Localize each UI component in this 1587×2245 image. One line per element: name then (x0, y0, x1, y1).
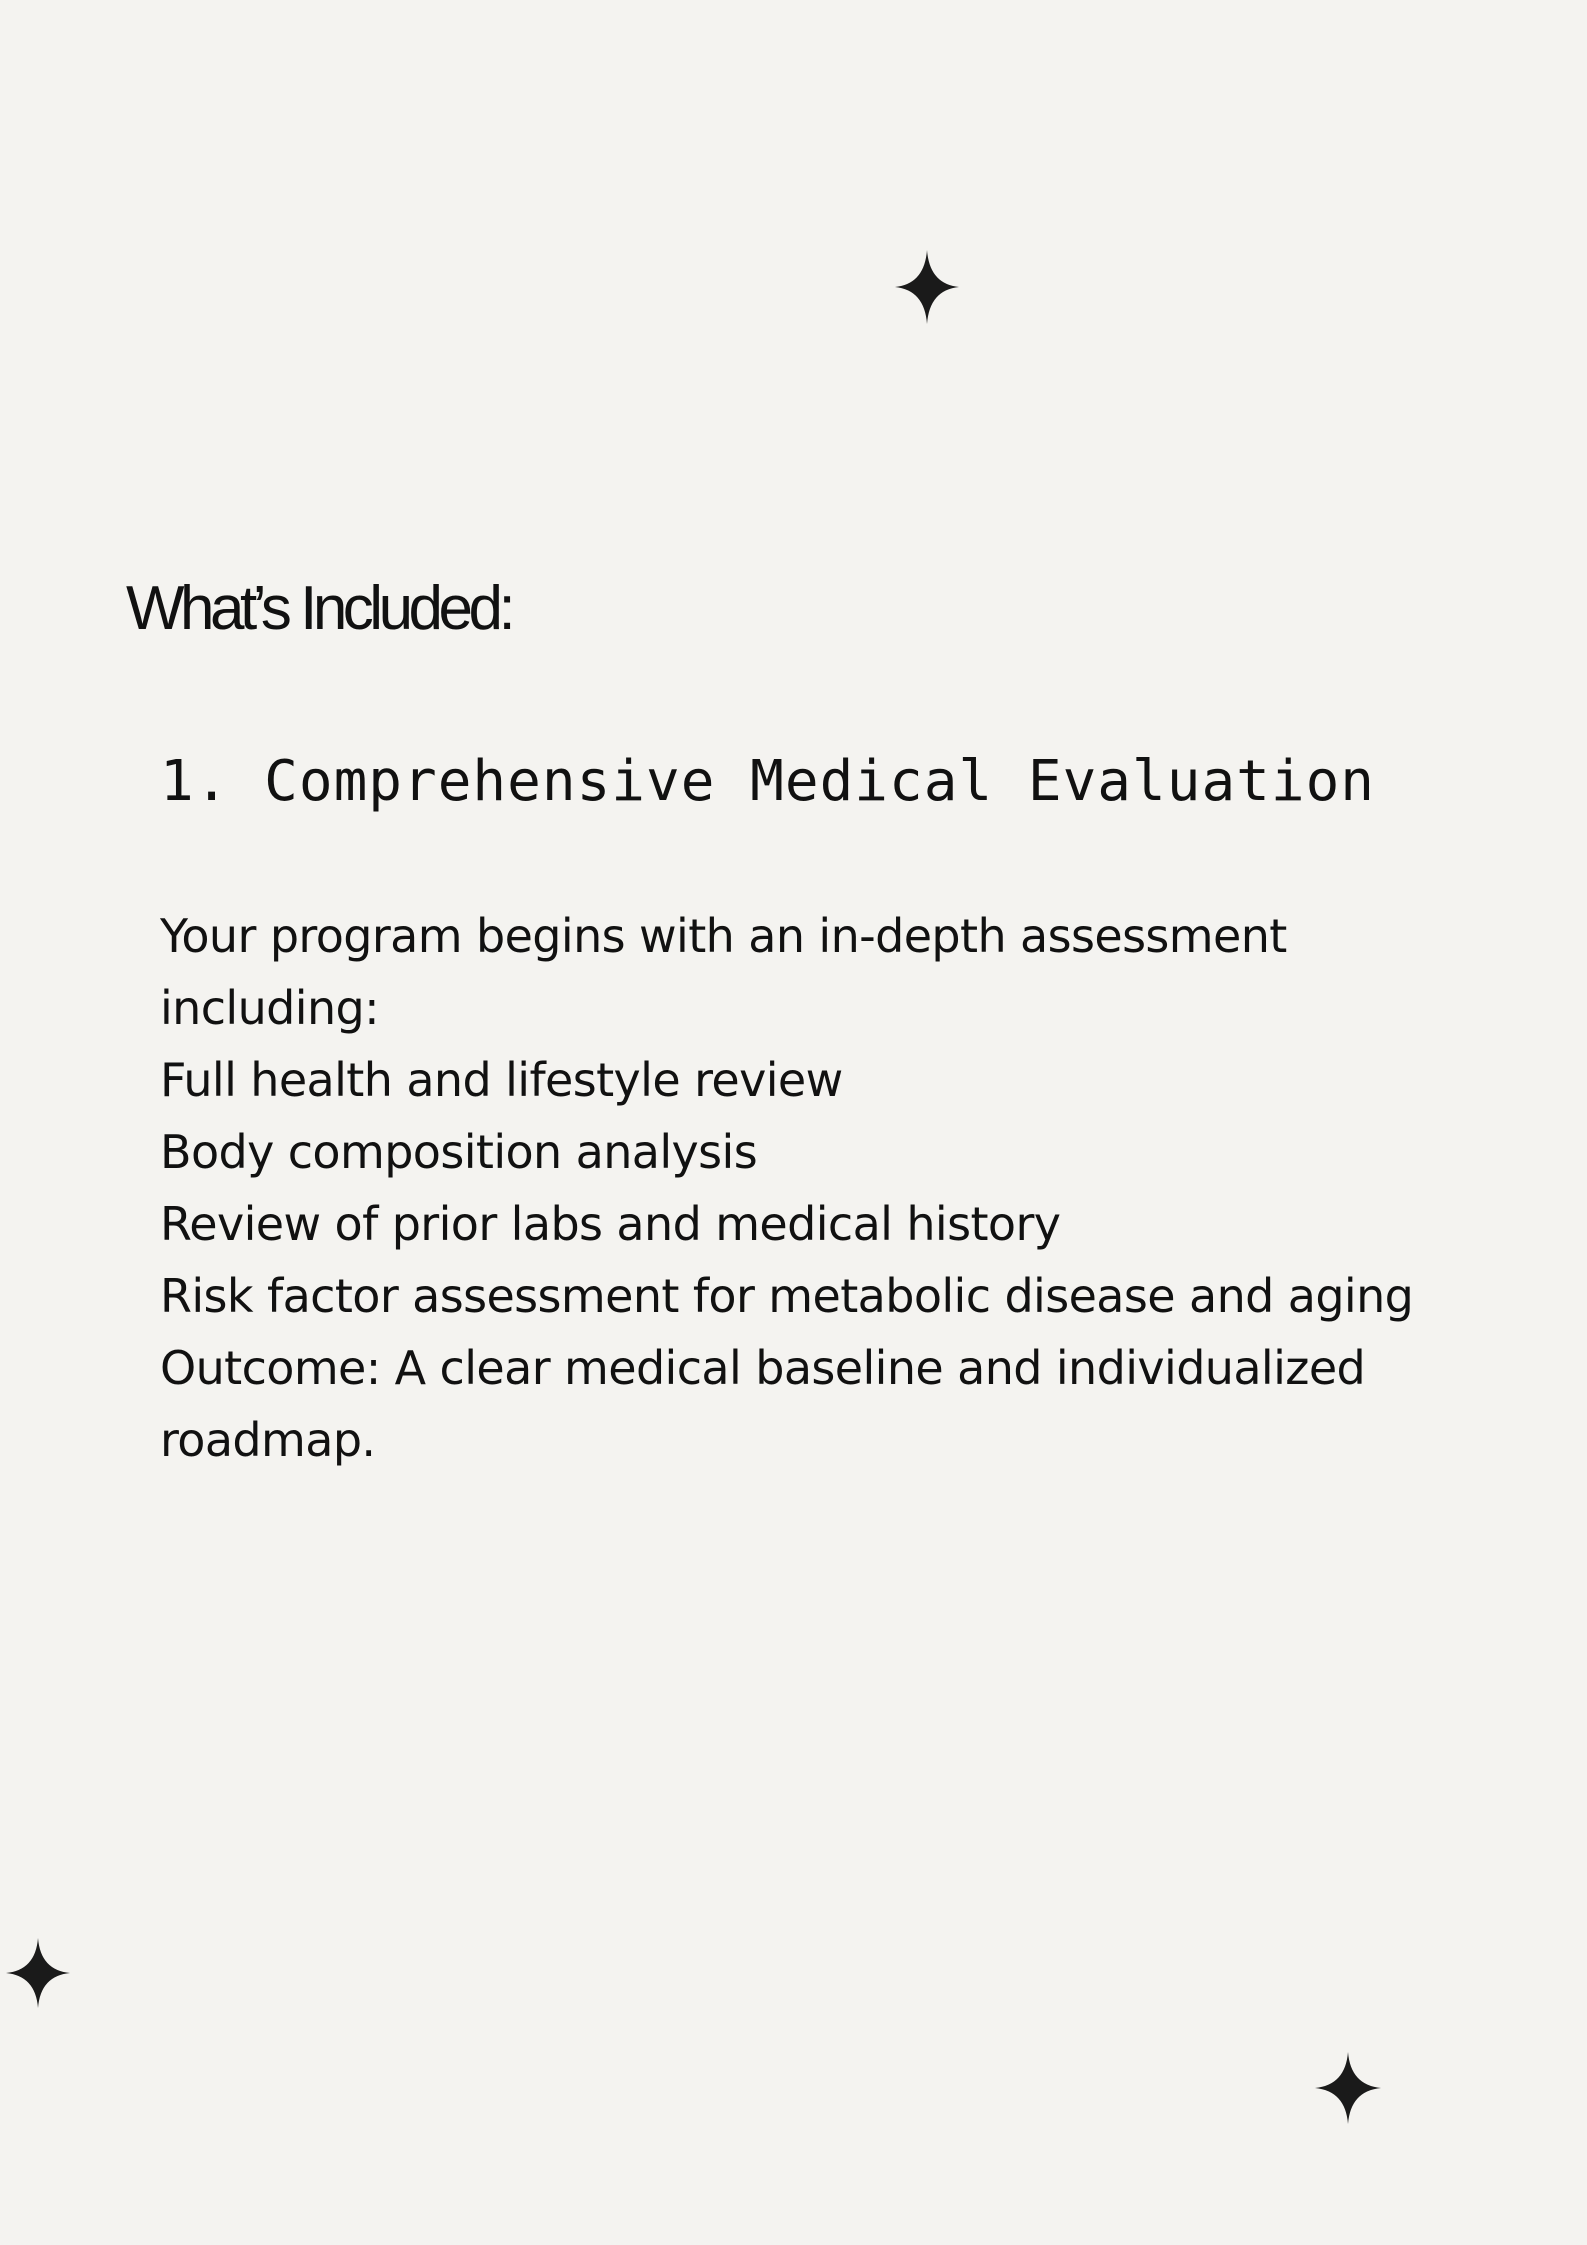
list-item: Full health and lifestyle review (160, 1053, 843, 1107)
body-line: Your program begins with an in-depth assessment (160, 909, 1287, 963)
sparkle-icon (1315, 2052, 1381, 2124)
outcome-line: roadmap. (160, 1413, 376, 1467)
section-body (160, 900, 1460, 1476)
page-heading: What’s Included: (126, 574, 512, 643)
sparkle-icon (895, 250, 959, 324)
list-item: Review of prior labs and medical history (160, 1197, 1061, 1251)
outcome-line: Outcome: A clear medical baseline and individualized (160, 1341, 1366, 1395)
body-line: including: (160, 981, 379, 1035)
section-title: 1. Comprehensive Medical Evaluation (160, 749, 1376, 814)
list-item: Risk factor assessment for metabolic disease and aging (160, 1269, 1414, 1323)
sparkle-icon (6, 1938, 70, 2008)
list-item: Body composition analysis (160, 1125, 758, 1179)
